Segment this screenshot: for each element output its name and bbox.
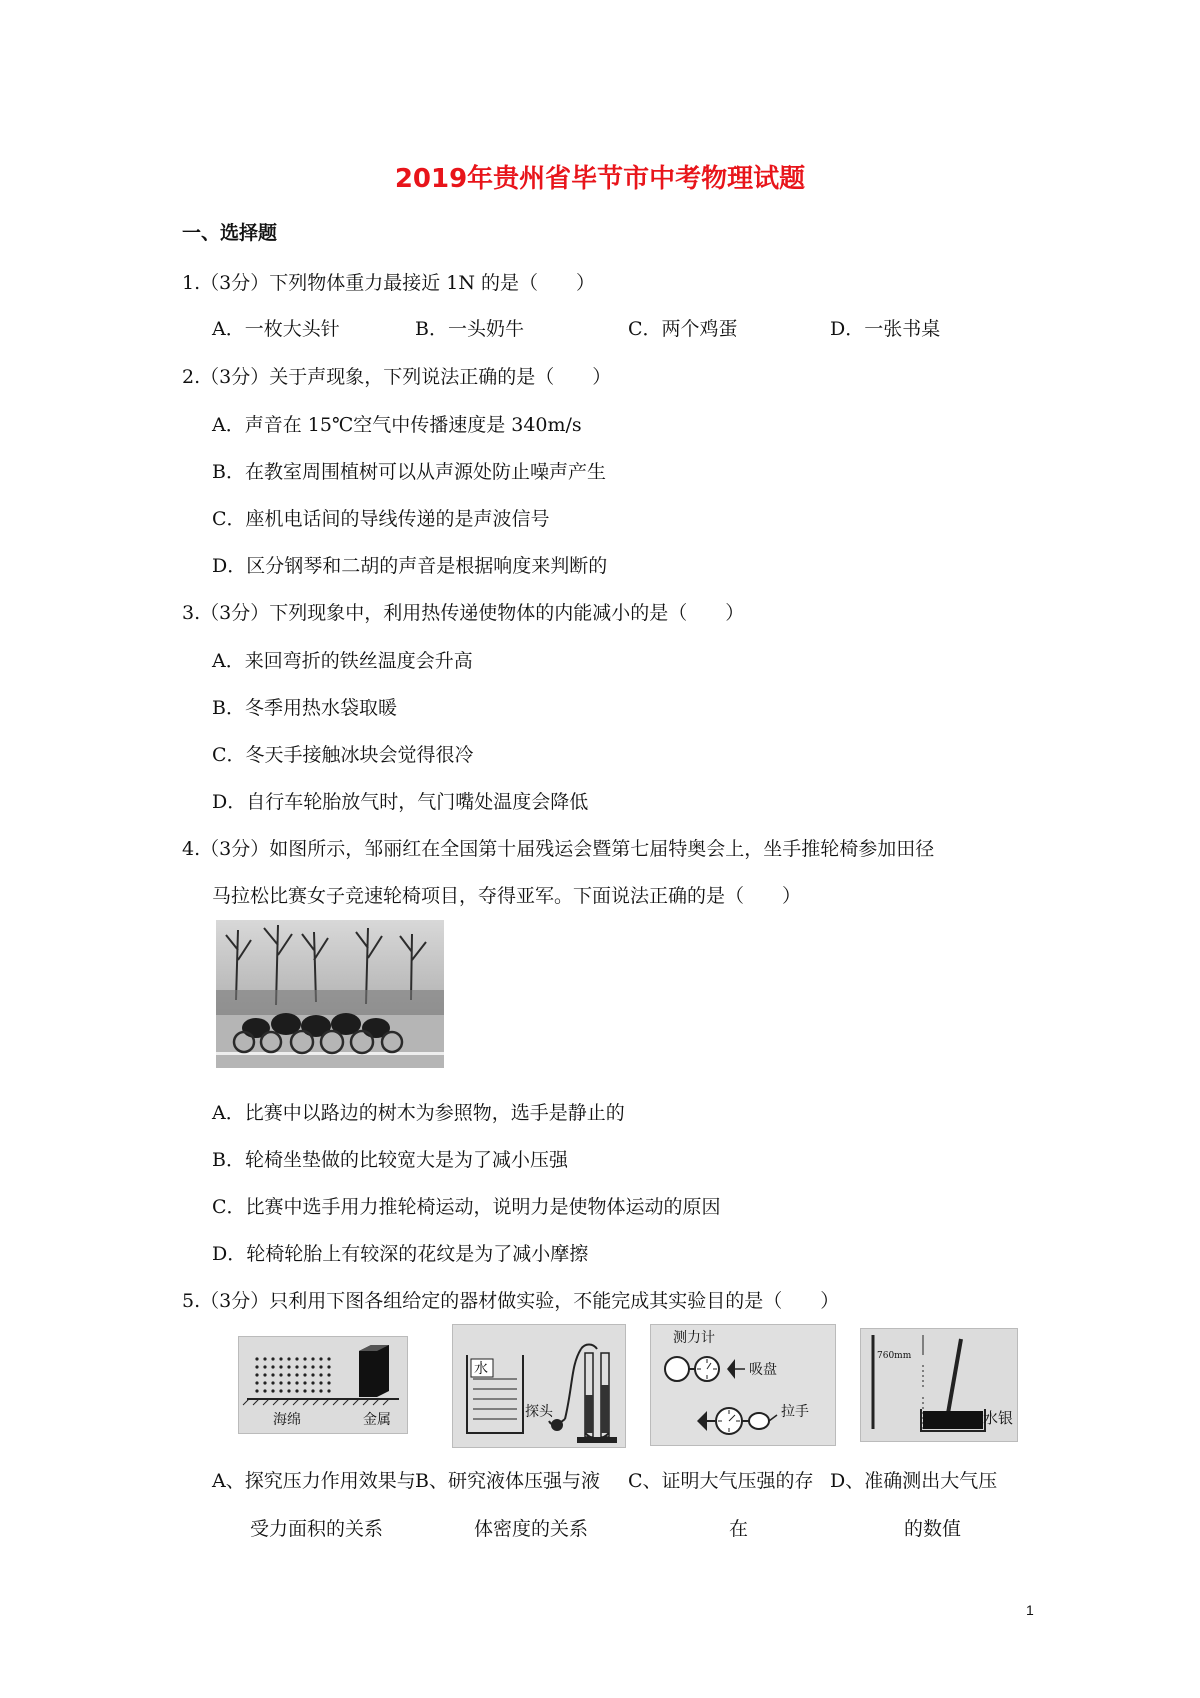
q3-option-c: C．冬天手接触冰块会觉得很冷 xyxy=(212,744,474,766)
question-5-stem: 5.（3分）只利用下图各组给定的器材做实验，不能完成其实验目的是（ ） xyxy=(182,1290,840,1312)
q2-option-a: A．声音在 15℃空气中传播速度是 340m/s xyxy=(212,414,582,436)
label-spring-scale: 测力计 xyxy=(673,1330,715,1346)
q5-option-c-line1: C、证明大气压强的存 xyxy=(628,1470,814,1492)
q3-option-d: D．自行车轮胎放气时，气门嘴处温度会降低 xyxy=(212,791,589,813)
label-760mm: 760mm xyxy=(877,1351,912,1361)
q4-option-d: D．轮椅轮胎上有较深的花纹是为了减小摩擦 xyxy=(212,1243,589,1265)
q1-option-a: A．一枚大头针 xyxy=(212,318,340,340)
q1-option-b: B．一头奶牛 xyxy=(415,318,524,340)
question-4-stem-line1: 4.（3分）如图所示，邹丽红在全国第十届残运会暨第七届特奥会上，坐手推轮椅参加田径 xyxy=(182,838,935,860)
question-4-stem-line2: 马拉松比赛女子竞速轮椅项目，夺得亚军。下面说法正确的是（ ） xyxy=(212,885,802,907)
q4-option-c: C．比赛中选手用力推轮椅运动，说明力是使物体运动的原因 xyxy=(212,1196,721,1218)
wheelchair-race-photo xyxy=(216,920,444,1068)
q4-option-a: A．比赛中以路边的树木为参照物，选手是静止的 xyxy=(212,1102,625,1124)
question-3-stem: 3.（3分）下列现象中，利用热传递使物体的内能减小的是（ ） xyxy=(182,602,745,624)
label-mercury: 水银 xyxy=(983,1409,1014,1427)
section-heading: 一、选择题 xyxy=(182,222,278,244)
label-handle: 拉手 xyxy=(781,1404,809,1420)
q2-option-b: B．在教室周围植树可以从声源处防止噪声产生 xyxy=(212,461,606,483)
q5-option-c-line2: 在 xyxy=(729,1518,749,1540)
q4-option-b: B．轮椅坐垫做的比较宽大是为了减小压强 xyxy=(212,1149,568,1171)
q3-option-a: A．来回弯折的铁丝温度会升高 xyxy=(212,650,473,672)
figure-d xyxy=(860,1328,1018,1442)
q5-option-b-line1: B、研究液体压强与液 xyxy=(415,1470,600,1492)
q5-option-a-line2: 受力面积的关系 xyxy=(250,1518,384,1540)
figure-b xyxy=(452,1324,626,1448)
question-2-stem: 2.（3分）关于声现象，下列说法正确的是（ ） xyxy=(182,366,612,388)
label-suction-cup: 吸盘 xyxy=(749,1362,777,1378)
label-water: 水 xyxy=(474,1361,488,1377)
q2-option-c: C．座机电话间的导线传递的是声波信号 xyxy=(212,508,550,530)
question-1-stem: 1.（3分）下列物体重力最接近 1N 的是（ ） xyxy=(182,272,596,294)
label-metal: 金属 xyxy=(363,1412,391,1428)
q1-option-d: D．一张书桌 xyxy=(830,318,941,340)
q5-option-d-line1: D、准确测出大气压 xyxy=(830,1470,998,1492)
page-title: 2019年贵州省毕节市中考物理试题 xyxy=(394,164,806,194)
q5-option-b-line2: 体密度的关系 xyxy=(474,1518,589,1540)
figure-a xyxy=(238,1336,408,1434)
figure-c xyxy=(650,1324,836,1446)
q5-option-d-line2: 的数值 xyxy=(904,1518,962,1540)
page-number: 1 xyxy=(1026,1602,1034,1618)
q3-option-b: B．冬季用热水袋取暖 xyxy=(212,697,397,719)
q1-option-c: C．两个鸡蛋 xyxy=(628,318,738,340)
q2-option-d: D．区分钢琴和二胡的声音是根据响度来判断的 xyxy=(212,555,608,577)
label-sponge: 海绵 xyxy=(273,1412,301,1428)
label-probe: 探头 xyxy=(525,1404,553,1420)
q5-option-a-line1: A、探究压力作用效果与 xyxy=(212,1470,416,1492)
